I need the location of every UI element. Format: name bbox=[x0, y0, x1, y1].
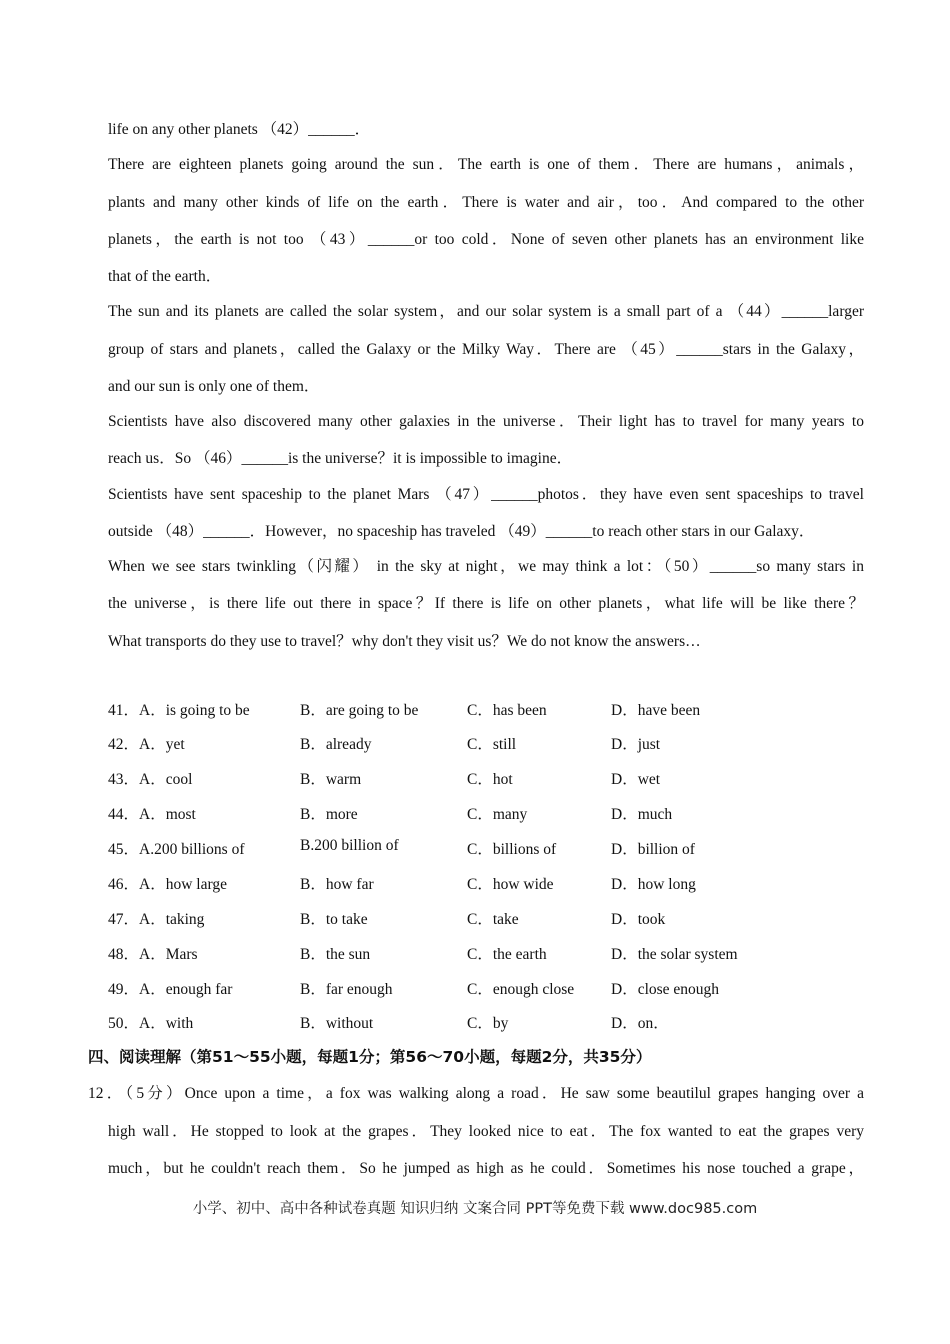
question-12-line: much，but he couldn't reach them．So he jumped as high as he could．Sometimes his nose touched a grape， bbox=[108, 1160, 864, 1177]
option-a: 46．A．how large bbox=[108, 876, 227, 893]
option-a: 47．A．taking bbox=[108, 911, 205, 928]
passage-line: reach us．So （46）______is the universe？it is impossible to imagine． bbox=[108, 450, 573, 467]
section-heading: 四、阅读理解（第51～55小题，每题1分；第56～70小题，每题2分，共35分） bbox=[88, 1048, 652, 1066]
option-row-41 bbox=[108, 698, 868, 720]
option-a: 43．A．cool bbox=[108, 771, 193, 788]
option-row-48 bbox=[108, 942, 868, 964]
question-12-line: 12．（5分）Once upon a time，a fox was walking along a road．He saw some beautilul grapes hanging over a bbox=[88, 1085, 864, 1102]
passage-line: the universe，is there life out there in space？If there is life on other planets，what life will be like there？ bbox=[108, 595, 864, 612]
option-d: D．billion of bbox=[611, 841, 695, 858]
option-c: C．billions of bbox=[467, 841, 557, 858]
option-d: D．took bbox=[611, 911, 666, 928]
option-c: C．by bbox=[467, 1015, 509, 1032]
option-row-44 bbox=[108, 802, 868, 824]
option-a: 44．A．most bbox=[108, 806, 196, 823]
option-row-45 bbox=[108, 837, 868, 859]
option-row-50 bbox=[108, 1011, 868, 1033]
option-row-46 bbox=[108, 872, 868, 894]
option-a: 45．A.200 billions of bbox=[108, 841, 245, 858]
option-a: 49．A．enough far bbox=[108, 981, 233, 998]
passage-line: outside （48）______．However，no spaceship has traveled （49）______to reach other stars in our Galaxy． bbox=[108, 523, 815, 540]
option-b: B．warm bbox=[300, 771, 362, 788]
option-a: 48．A．Mars bbox=[108, 946, 198, 963]
option-b: B．more bbox=[300, 806, 358, 823]
passage-line: The sun and its planets are called the solar system，and our solar system is a small part of a （44）______larger bbox=[108, 303, 864, 320]
option-d: D．on． bbox=[611, 1015, 669, 1032]
option-b: B．to take bbox=[300, 911, 368, 928]
option-a: 50．A．with bbox=[108, 1015, 194, 1032]
passage-line: When we see stars twinkling（闪耀） in the sky at night，we may think a lot：（50）______so many stars in bbox=[108, 558, 864, 575]
option-a: 41．A．is going to be bbox=[108, 702, 250, 719]
option-row-43 bbox=[108, 767, 868, 789]
option-b: B．without bbox=[300, 1015, 374, 1032]
passage-line: life on any other planets （42）______． bbox=[108, 121, 371, 138]
option-c: C．still bbox=[467, 736, 517, 753]
option-b: B.200 billion of bbox=[300, 837, 399, 854]
passage-line: planets，the earth is not too （43）______or too cold．None of seven other planets has an environment like bbox=[108, 231, 864, 248]
option-d: D．how long bbox=[611, 876, 696, 893]
option-c: C．has been bbox=[467, 702, 547, 719]
option-b: B．the sun bbox=[300, 946, 371, 963]
option-row-47 bbox=[108, 907, 868, 929]
option-b: B．far enough bbox=[300, 981, 393, 998]
option-b: B．how far bbox=[300, 876, 374, 893]
option-d: D．have been bbox=[611, 702, 701, 719]
option-c: C．enough close bbox=[467, 981, 575, 998]
page-footer: 小学、初中、高中各种试卷真题 知识归纳 文案合同 PPT等免费下载 www.doc985.com bbox=[192, 1201, 758, 1217]
passage-line: What transports do they use to travel？why don't they visit us？We do not know the answers… bbox=[108, 633, 701, 650]
option-a: 42．A．yet bbox=[108, 736, 185, 753]
passage-line: Scientists have sent spaceship to the planet Mars （47）______photos．they have even sent spaceships to travel bbox=[108, 486, 864, 503]
option-row-49 bbox=[108, 977, 868, 999]
option-b: B．are going to be bbox=[300, 702, 419, 719]
passage-line: that of the earth． bbox=[108, 268, 222, 285]
passage-line: plants and many other kinds of life on the earth．There is water and air，too．And compared to the other bbox=[108, 194, 864, 211]
option-b: B．already bbox=[300, 736, 372, 753]
question-12-line: high wall．He stopped to look at the grapes．They looked nice to eat．The fox wanted to eat the grapes very bbox=[108, 1123, 864, 1140]
option-c: C．take bbox=[467, 911, 519, 928]
passage-line: group of stars and planets，called the Galaxy or the Milky Way．There are （45）______stars in the Galaxy， bbox=[108, 341, 864, 358]
option-d: D．much bbox=[611, 806, 673, 823]
option-d: D．the solar system bbox=[611, 946, 738, 963]
passage-line: and our sun is only one of them． bbox=[108, 378, 320, 395]
option-d: D．wet bbox=[611, 771, 661, 788]
option-row-42 bbox=[108, 732, 868, 754]
passage-line: There are eighteen planets going around the sun．The earth is one of them．There are humans，animals， bbox=[108, 156, 864, 173]
option-c: C．how wide bbox=[467, 876, 554, 893]
option-c: C．the earth bbox=[467, 946, 547, 963]
option-d: D．just bbox=[611, 736, 661, 753]
option-d: D．close enough bbox=[611, 981, 720, 998]
option-c: C．many bbox=[467, 806, 528, 823]
option-c: C．hot bbox=[467, 771, 513, 788]
passage-line: Scientists have also discovered many other galaxies in the universe．Their light has to travel for many years to bbox=[108, 413, 864, 430]
